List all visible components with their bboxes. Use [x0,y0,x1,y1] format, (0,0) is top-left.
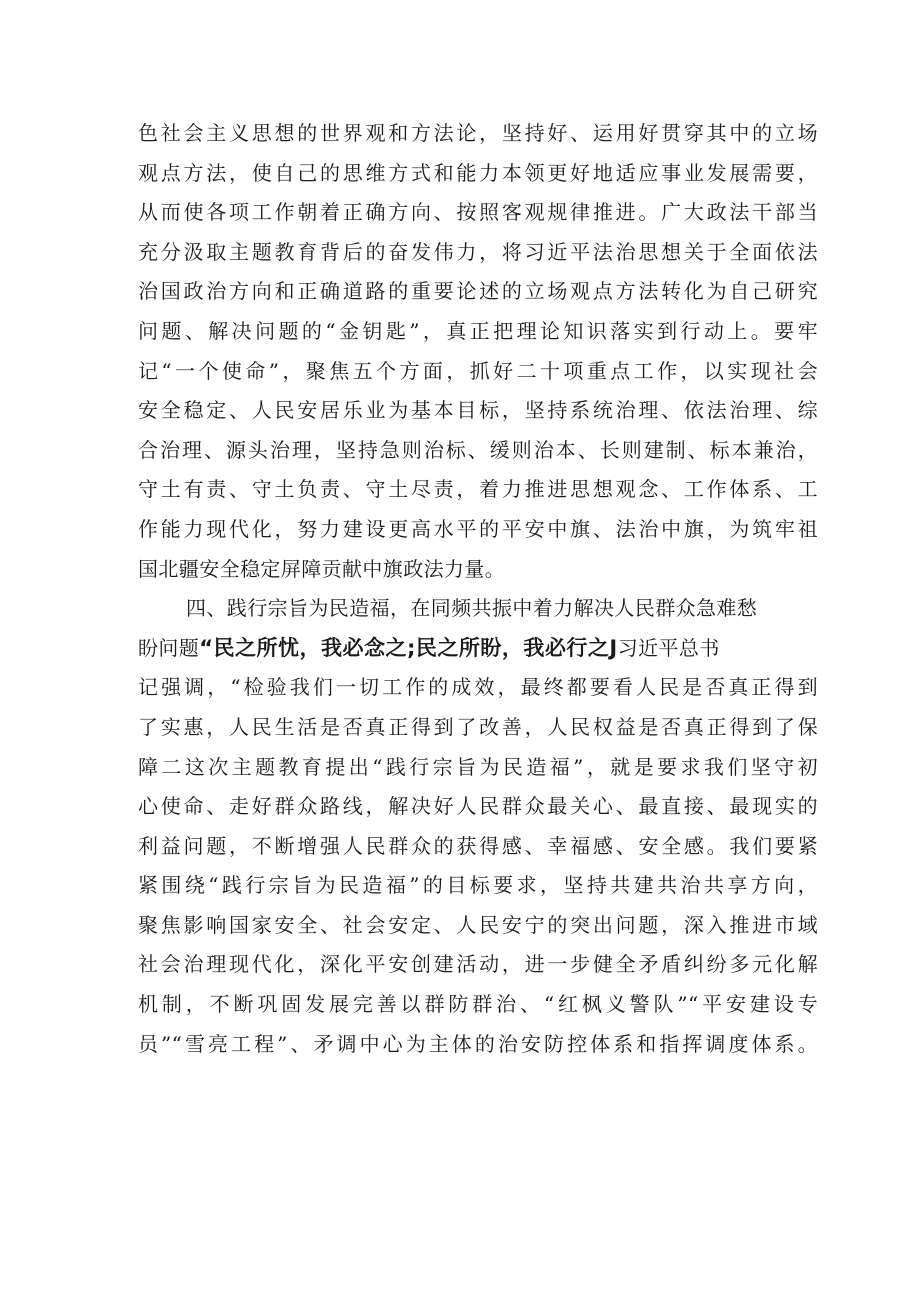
text-line: 利益问题，不断增强人民群众的获得感、幸福感、安全感。我们要紧 [138,833,818,858]
text-line: 合治理、源头治理，坚持急则治标、缓则治本、长则建制、标本兼治， [138,437,818,462]
quote-trail-text: 习近平总书 [617,635,720,660]
text-line: 问题、解决问题的“金钥匙”，真正把理论知识落实到行动上。要牢 [138,318,818,343]
text-line: 守土有责、守土负责、守土尽责，着力推进思想观念、工作体系、工 [138,477,818,502]
text-line: 了实惠，人民生活是否真正得到了改善，人民权益是否真正得到了保 [138,714,818,739]
text-line: 心使命、走好群众路线，解决好人民群众最关心、最直接、最现实的 [138,794,818,819]
bold-quote: “民之所忧，我必念之;民之所盼，我必行之J [199,635,618,660]
text-line: 充分汲取主题教育背后的奋发伟力，将习近平法治思想关于全面依法 [138,239,818,264]
text-line-with-quote [138,629,818,669]
quote-lead-text: 盼问题 [138,635,200,660]
text-line: 安全稳定、人民安居乐业为基本目标，坚持系统治理、依法治理、综 [138,398,818,423]
body-text [138,114,818,1064]
text-line: 记强调，“检验我们一切工作的成效，最终都要看人民是否真正得到 [138,675,818,700]
text-line: 治国政治方向和正确道路的重要论述的立场观点方法转化为自己研究 [138,279,818,304]
text-line: 国北疆安全稳定屏障贡献中旗政法力量。 [138,556,506,581]
text-line: 员”“雪亮工程”、矛调中心为主体的治安防控体系和指挥调度体系。 [138,1031,818,1056]
text-line: 社会治理现代化，深化平安创建活动，进一步健全矛盾纠纷多元化解 [138,952,818,977]
text-line: 色社会主义思想的世界观和方法论，坚持好、运用好贯穿其中的立场 [138,121,818,145]
text-line: 从而使各项工作朝着正确方向、按照客观规律推进。广大政法干部当 [138,200,818,225]
text-line: 紧围绕“践行宗旨为民造福”的目标要求，坚持共建共治共享方向， [138,873,818,898]
text-line: 记“一个使命”，聚焦五个方面，抓好二十项重点工作，以实现社会 [138,358,818,383]
text-line: 作能力现代化，努力建设更高水平的平安中旗、法治中旗，为筑牢祖 [138,516,818,541]
text-line: 观点方法，使自己的思维方式和能力本领更好地适应事业发展需要， [138,160,818,185]
text-line: 障二这次主题教育提出“践行宗旨为民造福”，就是要求我们坚守初 [138,754,818,779]
text-line: 聚焦影响国家安全、社会安定、人民安宁的突出问题，深入推进市域 [138,912,818,937]
section-heading-line: 四、践行宗旨为民造福，在同频共振中着力解决人民群众急难愁 [186,596,758,621]
text-line: 机制，不断巩固发展完善以群防群治、“红枫义警队”“平安建设专 [138,992,818,1017]
